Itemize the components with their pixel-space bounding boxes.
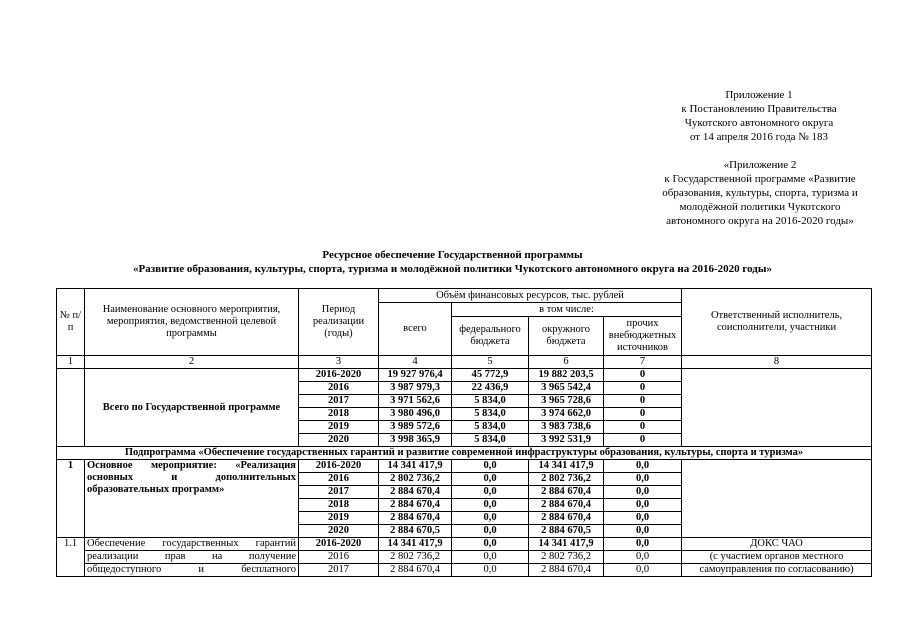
table-cell: 2019 <box>299 512 379 525</box>
executor-line: самоуправления по согласованию) <box>682 564 872 577</box>
table-cell: 0,0 <box>452 499 529 512</box>
table-cell: 0 <box>604 395 682 408</box>
table-cell: 5 834,0 <box>452 434 529 447</box>
table-cell: 0,0 <box>452 525 529 538</box>
table-cell: 14 341 417,9 <box>379 538 452 551</box>
table-cell: 0,0 <box>452 538 529 551</box>
table-cell: 2016 <box>299 473 379 486</box>
measure-1-name: Основное мероприятие: «Реализация основных и дополнительных образовательных программ» <box>85 460 299 538</box>
table-cell: 2016-2020 <box>299 460 379 473</box>
table-cell: 2 884 670,4 <box>529 486 604 499</box>
header-district: окружного бюджета <box>529 317 604 356</box>
appendix-2-line: молодёжной политики Чукотского <box>679 201 841 213</box>
table-cell: 14 341 417,9 <box>529 538 604 551</box>
table-cell: 2017 <box>299 395 379 408</box>
table-cell: 2020 <box>299 525 379 538</box>
table-cell: 2 884 670,4 <box>379 499 452 512</box>
table-cell: 2016 <box>299 551 379 564</box>
appendix-1-line: Приложение 1 <box>725 89 793 101</box>
table-cell: 14 341 417,9 <box>379 460 452 473</box>
appendix-2-line: образования, культуры, спорта, туризма и <box>662 187 858 199</box>
table-cell: 3 980 496,0 <box>379 408 452 421</box>
table-cell: 0,0 <box>604 551 682 564</box>
table-cell: 2018 <box>299 499 379 512</box>
table-cell: 0,0 <box>604 525 682 538</box>
table-cell: 19 927 976,4 <box>379 369 452 382</box>
col-number: 6 <box>529 356 604 369</box>
col-number: 2 <box>85 356 299 369</box>
resource-table <box>56 288 872 577</box>
table-cell: 0 <box>604 421 682 434</box>
table-cell: 0,0 <box>452 551 529 564</box>
table-cell: 3 992 531,9 <box>529 434 604 447</box>
table-cell: 2 884 670,4 <box>379 564 452 577</box>
header-total: всего <box>379 303 452 356</box>
col-number: 8 <box>682 356 872 369</box>
table-cell: 0,0 <box>604 564 682 577</box>
measure-1-1-name-line: Обеспечение государственных гарантий <box>85 538 299 551</box>
header-period: Период реализации (годы) <box>299 289 379 356</box>
table-cell: 2020 <box>299 434 379 447</box>
header-incl: в том числе: <box>452 303 682 317</box>
table-cell: 3 983 738,6 <box>529 421 604 434</box>
appendix-2-line: «Приложение 2 <box>723 159 797 171</box>
table-cell: 2 884 670,4 <box>529 564 604 577</box>
table-cell: 0,0 <box>604 473 682 486</box>
col-number: 4 <box>379 356 452 369</box>
table-cell: 2 802 736,2 <box>529 473 604 486</box>
col-number: 3 <box>299 356 379 369</box>
table-cell: 0 <box>604 408 682 421</box>
table-cell: 0,0 <box>604 538 682 551</box>
document-title: Ресурсное обеспечение Государственной программы <box>322 249 583 261</box>
table-cell: 2 884 670,4 <box>529 512 604 525</box>
appendix-2-line: к Государственной программе «Развитие <box>664 173 856 185</box>
executor-line: (с участием органов местного <box>682 551 872 564</box>
table-cell: 2 884 670,5 <box>379 525 452 538</box>
table-cell: 3 998 365,9 <box>379 434 452 447</box>
table-cell: 19 882 203,5 <box>529 369 604 382</box>
table-cell: 3 971 562,6 <box>379 395 452 408</box>
document-subtitle: «Развитие образования, культуры, спорта, туризма и молодёжной политики Чукотского автономного округа на 2016-2020 годы» <box>133 263 772 275</box>
measure-1-num: 1 <box>57 460 85 538</box>
table-cell: 3 989 572,6 <box>379 421 452 434</box>
table-cell: 2 884 670,4 <box>529 499 604 512</box>
table-cell: 3 974 662,0 <box>529 408 604 421</box>
table-cell: 0 <box>604 434 682 447</box>
header-volume: Объём финансовых ресурсов, тыс. рублей <box>379 289 682 303</box>
measure-1-1-num: 1.1 <box>57 538 85 577</box>
table-cell: 0,0 <box>452 473 529 486</box>
table-cell: 2017 <box>299 564 379 577</box>
table-cell: 0 <box>604 382 682 395</box>
table-cell: 14 341 417,9 <box>529 460 604 473</box>
table-cell: 0 <box>604 369 682 382</box>
appendix-1-line: к Постановлению Правительства <box>681 103 837 115</box>
appendix-2-line: автономного округа на 2016-2020 годы» <box>666 215 854 227</box>
table-cell: 2019 <box>299 421 379 434</box>
table-cell: 0,0 <box>604 486 682 499</box>
table-cell: 0,0 <box>452 486 529 499</box>
header-name: Наименование основного мероприятия, мероприятия, ведомственной целевой программы <box>85 289 299 356</box>
table-cell: 2016-2020 <box>299 369 379 382</box>
executor-line: ДОКС ЧАО <box>682 538 872 551</box>
table-cell: 5 834,0 <box>452 395 529 408</box>
appendix-2-block <box>640 158 880 228</box>
table-cell: 3 965 728,6 <box>529 395 604 408</box>
table-cell: 3 965 542,4 <box>529 382 604 395</box>
table-cell: 0,0 <box>452 564 529 577</box>
subprogram-title: Подпрограмма «Обеспечение государственных гарантий и развитие современной инфраструктуры образования, культуры, спорта и туризма» <box>57 447 872 460</box>
table-cell: 2016 <box>299 382 379 395</box>
table-cell: 2018 <box>299 408 379 421</box>
header-other: прочих внебюджетных источников <box>604 317 682 356</box>
col-number: 1 <box>57 356 85 369</box>
table-cell: 2 884 670,4 <box>379 486 452 499</box>
table-cell: 2 884 670,5 <box>529 525 604 538</box>
measure-1-1-name-line: реализации прав на получение <box>85 551 299 564</box>
table-cell: 2017 <box>299 486 379 499</box>
header-num: № п/п <box>57 289 85 356</box>
table-cell: 2 884 670,4 <box>379 512 452 525</box>
table-cell: 0,0 <box>604 499 682 512</box>
table-cell: 2 802 736,2 <box>529 551 604 564</box>
table-cell: 0,0 <box>604 460 682 473</box>
table-cell: 45 772,9 <box>452 369 529 382</box>
total-name: Всего по Государственной программе <box>85 369 299 447</box>
measure-1-1-name-line: общедоступного и бесплатного <box>85 564 299 577</box>
header-executor: Ответственный исполнитель, соисполнители, участники <box>682 289 872 356</box>
table-cell: 5 834,0 <box>452 408 529 421</box>
table-cell: 2016-2020 <box>299 538 379 551</box>
col-number: 7 <box>604 356 682 369</box>
table-cell: 0,0 <box>452 460 529 473</box>
table-cell: 0,0 <box>452 512 529 525</box>
table-cell: 22 436,9 <box>452 382 529 395</box>
col-number: 5 <box>452 356 529 369</box>
appendix-1-block <box>664 88 854 144</box>
appendix-1-line: от 14 апреля 2016 года № 183 <box>689 131 829 143</box>
table-cell: 3 987 979,3 <box>379 382 452 395</box>
table-cell: 2 802 736,2 <box>379 473 452 486</box>
appendix-1-line: Чукотского автономного округа <box>684 117 834 129</box>
table-cell: 2 802 736,2 <box>379 551 452 564</box>
table-cell: 5 834,0 <box>452 421 529 434</box>
table-cell: 0,0 <box>604 512 682 525</box>
header-federal: федерального бюджета <box>452 317 529 356</box>
